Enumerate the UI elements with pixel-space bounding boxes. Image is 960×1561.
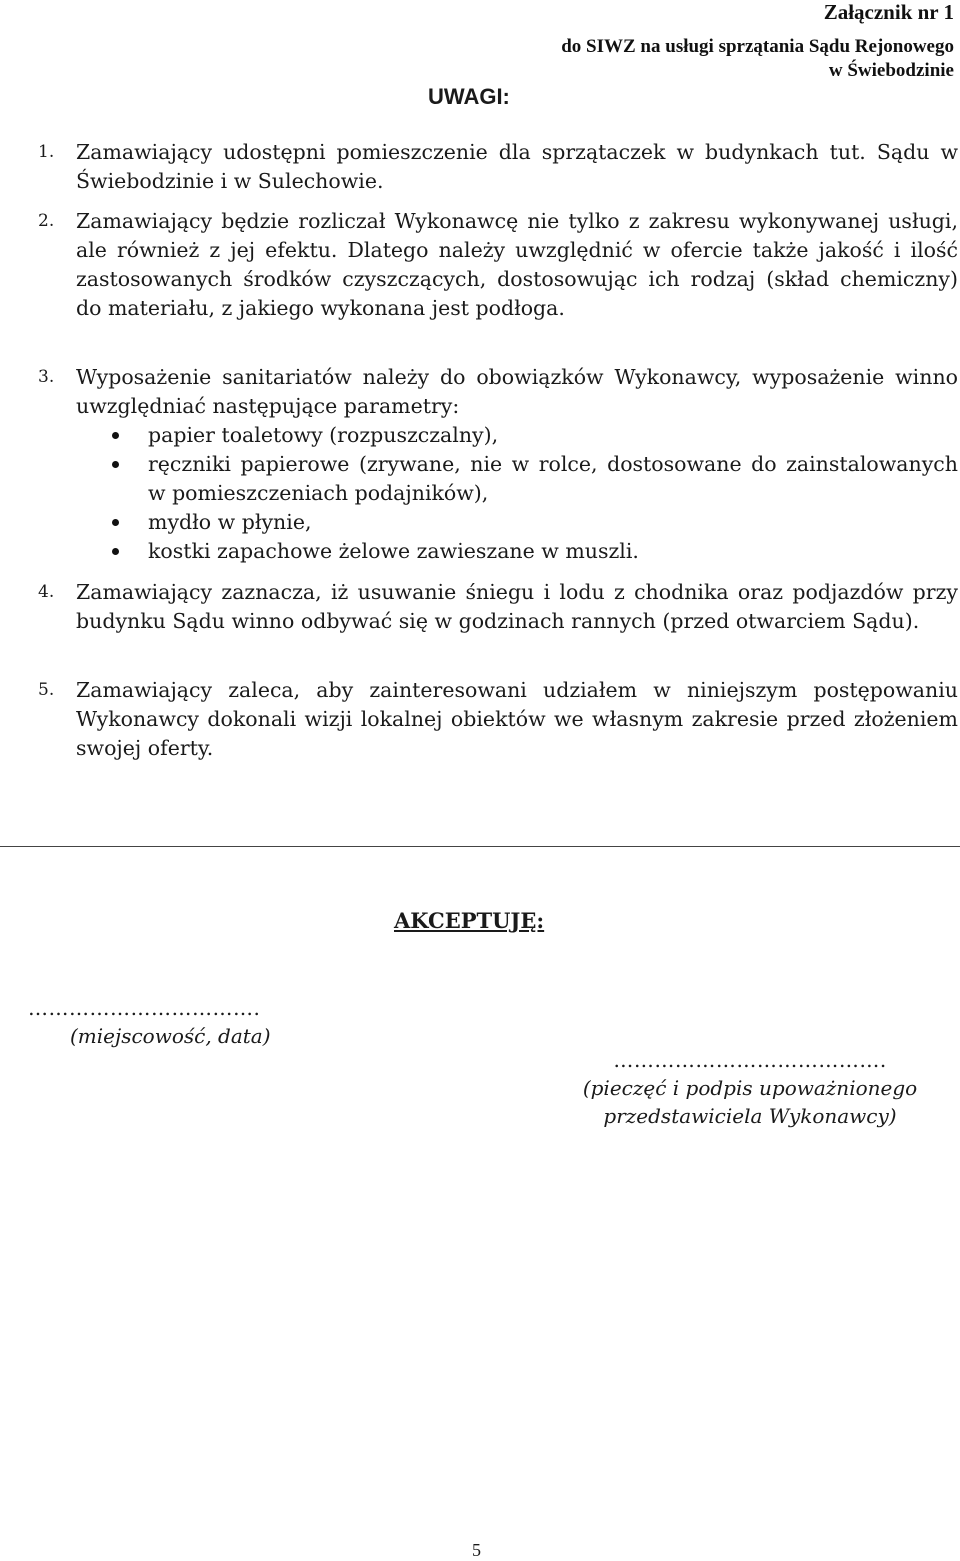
note-item-4 — [38, 578, 958, 636]
list-item: kostki zapachowe żelowe zawieszane w muszli. — [76, 537, 958, 566]
note-number: 1. — [38, 142, 55, 162]
page-number: 5 — [472, 1540, 481, 1560]
divider-line — [0, 846, 960, 847]
note-text: Zamawiający będzie rozliczał Wykonawcę nie tylko z zakresu wykonywanej usługi, ale również z jej efektu. Dlatego należy uwzględnić w ofercie także jakość i ilość zastosowanych środków czyszczących, dostosowując ich rodzaj (skład chemiczny) do materiału, z jakiego wykonana jest podłoga. — [76, 209, 958, 320]
list-item: papier toaletowy (rozpuszczalny), — [76, 421, 958, 450]
note-number: 3. — [38, 367, 55, 387]
note-number: 2. — [38, 211, 55, 231]
sanitary-supplies-list — [76, 421, 958, 566]
stamp-label-line1: (pieczęć i podpis upoważnionego — [582, 1076, 918, 1100]
bullet-icon — [112, 432, 119, 439]
annex-label: Załącznik nr 1 — [823, 0, 954, 24]
stamp-dots: …………………………………. — [613, 1048, 887, 1072]
list-item: mydło w płynie, — [76, 508, 958, 537]
note-item-1 — [38, 138, 958, 196]
acceptance-heading: AKCEPTUJĘ: — [394, 908, 545, 933]
note-text: Wyposażenie sanitariatów należy do obowiązków Wykonawcy, wyposażenie winno uwzględniać następujące parametry: — [76, 365, 958, 418]
bullet-icon — [112, 548, 119, 555]
note-text: Zamawiający zaleca, aby zainteresowani udziałem w niniejszym postępowaniu Wykonawcy dokonali wizji lokalnej obiektów we własnym zakresie przed złożeniem swojej oferty. — [76, 678, 958, 760]
stamp-label-line2: przedstawiciela Wykonawcy) — [603, 1104, 897, 1128]
siwz-reference — [434, 35, 954, 83]
place-date-signature — [28, 994, 328, 1050]
siwz-reference-line1: do SIWZ na usługi sprzątania Sądu Rejonowego — [561, 36, 954, 57]
list-item: ręczniki papierowe (zrywane, nie w rolce, dostosowane do zainstalowanych w pomieszczeniach podajników), — [76, 450, 958, 508]
bullet-icon — [112, 461, 119, 468]
place-date-label: (miejscowość, data) — [70, 1024, 271, 1048]
note-item-3 — [38, 363, 958, 566]
note-text: Zamawiający zaznacza, iż usuwanie śniegu i lodu z chodnika oraz podjazdów przy budynku Sądu winno odbywać się w godzinach rannych (przed otwarciem Sądu). — [76, 580, 958, 633]
place-date-dots: ……………………………. — [28, 996, 261, 1020]
siwz-reference-line2: w Świebodzinie — [828, 60, 954, 81]
note-item-5 — [38, 676, 958, 763]
note-number: 4. — [38, 582, 55, 602]
notes-heading: UWAGI: — [428, 84, 510, 109]
note-item-2 — [38, 207, 958, 323]
stamp-signature — [560, 1046, 940, 1130]
bullet-icon — [112, 519, 119, 526]
note-text: Zamawiający udostępni pomieszczenie dla sprzątaczek w budynkach tut. Sądu w Świebodzinie i w Sulechowie. — [76, 140, 958, 193]
note-number: 5. — [38, 680, 55, 700]
